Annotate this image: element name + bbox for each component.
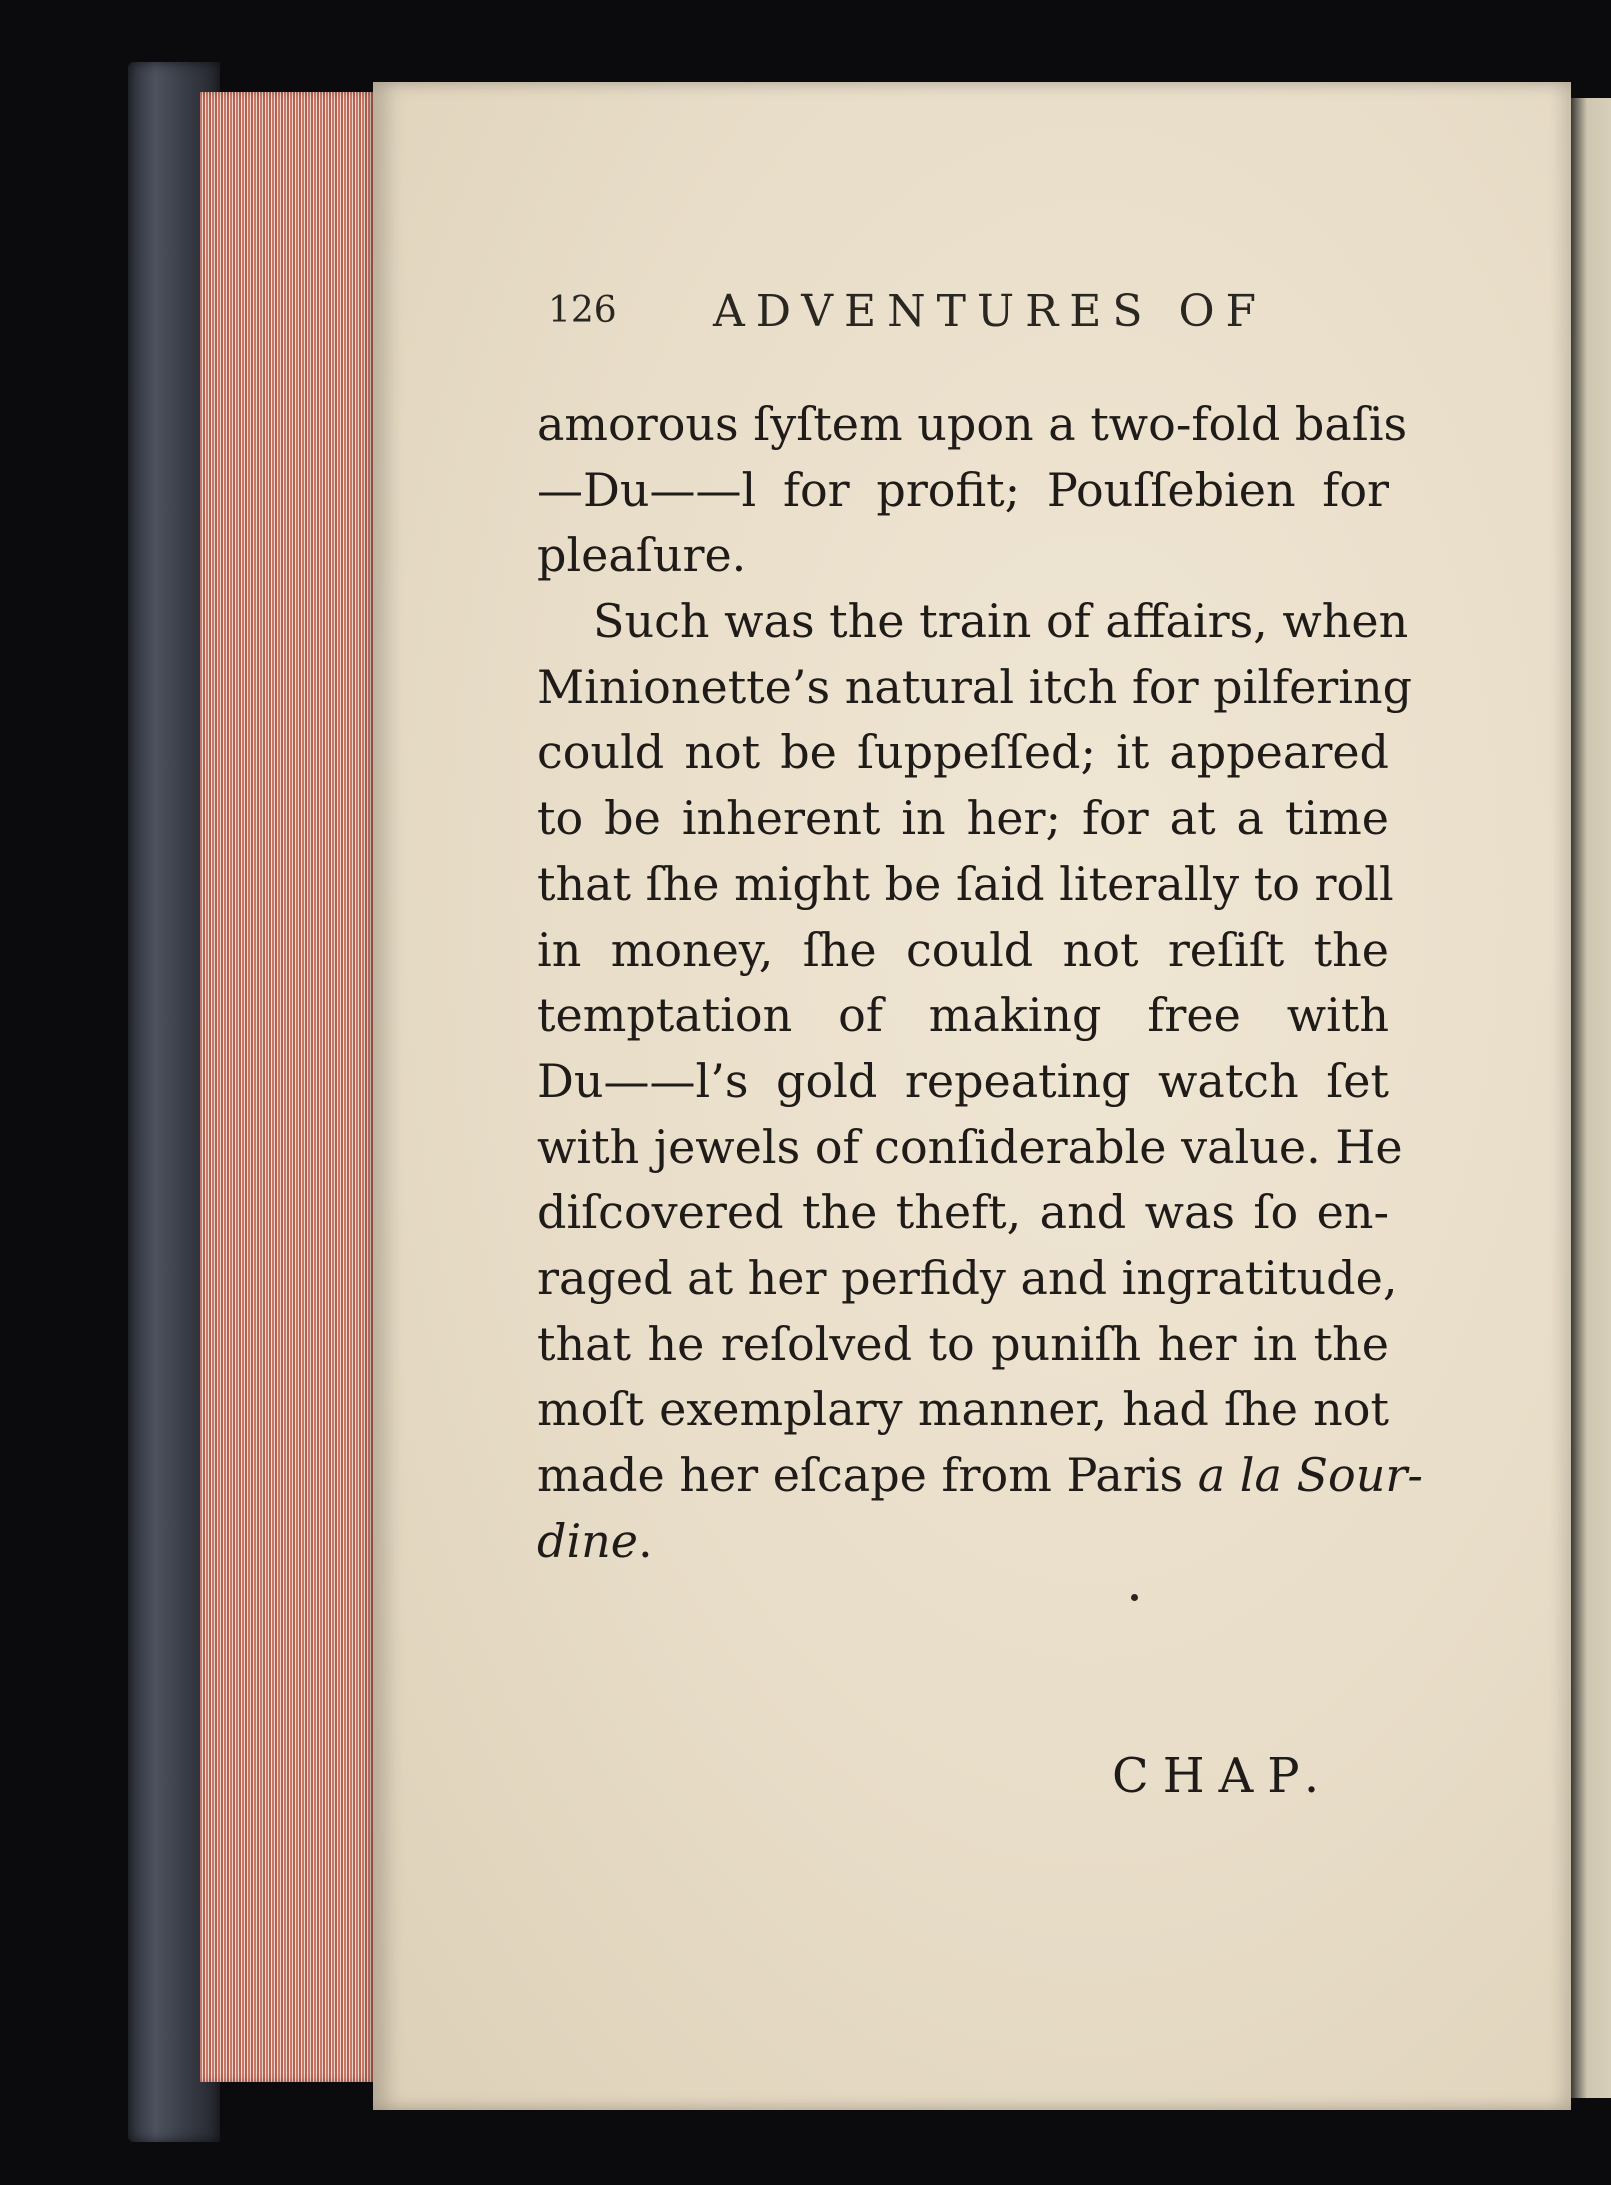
italic-run: dine bbox=[537, 1513, 639, 1568]
text-run: . bbox=[638, 1513, 653, 1568]
page-number: 126 bbox=[548, 290, 617, 331]
text-run: diſcovered the theft, and was ſo en- bbox=[537, 1185, 1389, 1240]
italic-run: a la Sour- bbox=[1197, 1448, 1423, 1502]
text-run: raged at her perfidy and ingratitude, bbox=[537, 1250, 1398, 1305]
text-line bbox=[537, 983, 1389, 1049]
text-run: in money, ſhe could not reſiſt the bbox=[537, 922, 1389, 977]
text-run: that he reſolved to puniſh her in the bbox=[537, 1316, 1389, 1371]
text-line bbox=[537, 1312, 1389, 1378]
text-line bbox=[537, 852, 1394, 918]
text-line bbox=[537, 1509, 1389, 1575]
text-run: pleaſure. bbox=[537, 528, 747, 583]
text-line bbox=[537, 1049, 1389, 1115]
text-line bbox=[537, 523, 1389, 589]
text-run: made her eſcape from Paris bbox=[537, 1448, 1198, 1502]
text-line bbox=[537, 1115, 1403, 1181]
text-line bbox=[537, 1246, 1398, 1312]
text-run: could not be ſuppeſſed; it appeared bbox=[537, 725, 1389, 780]
text-line bbox=[537, 918, 1389, 984]
text-line bbox=[537, 589, 1409, 655]
text-run: moſt exemplary manner, had ſhe not bbox=[537, 1382, 1389, 1437]
text-run: temptation of making free with bbox=[537, 988, 1389, 1043]
text-line bbox=[537, 720, 1389, 786]
text-line bbox=[537, 1377, 1389, 1443]
body-text bbox=[537, 392, 1423, 1574]
text-run: to be inherent in her; for at a time bbox=[537, 791, 1389, 846]
text-run: amorous ſyſtem upon a two-fold baſis bbox=[537, 397, 1408, 451]
ink-speck bbox=[1131, 1594, 1138, 1601]
adjacent-page-edge bbox=[1571, 98, 1611, 2098]
page-header bbox=[548, 282, 1308, 342]
running-title: ADVENTURES OF bbox=[713, 286, 1268, 337]
text-line bbox=[537, 392, 1408, 458]
text-run: with jewels of conſiderable value. He bbox=[537, 1119, 1403, 1174]
page-edges bbox=[200, 92, 375, 2082]
text-line bbox=[537, 1180, 1389, 1246]
text-run: Du——l’s gold repeating watch ſet bbox=[537, 1053, 1389, 1108]
catchword: CHAP. bbox=[1112, 1748, 1334, 1804]
text-line bbox=[537, 655, 1413, 721]
text-line bbox=[537, 1443, 1423, 1509]
text-line bbox=[537, 458, 1389, 524]
text-line bbox=[537, 786, 1389, 852]
text-run: —Du——l for profit; Pouſſebien for bbox=[537, 462, 1389, 517]
text-run: Such was the train of affairs, when bbox=[593, 594, 1409, 649]
text-run: Minionette’s natural itch for pilfering bbox=[537, 659, 1413, 714]
text-run: that ſhe might be ſaid literally to roll bbox=[537, 856, 1394, 911]
